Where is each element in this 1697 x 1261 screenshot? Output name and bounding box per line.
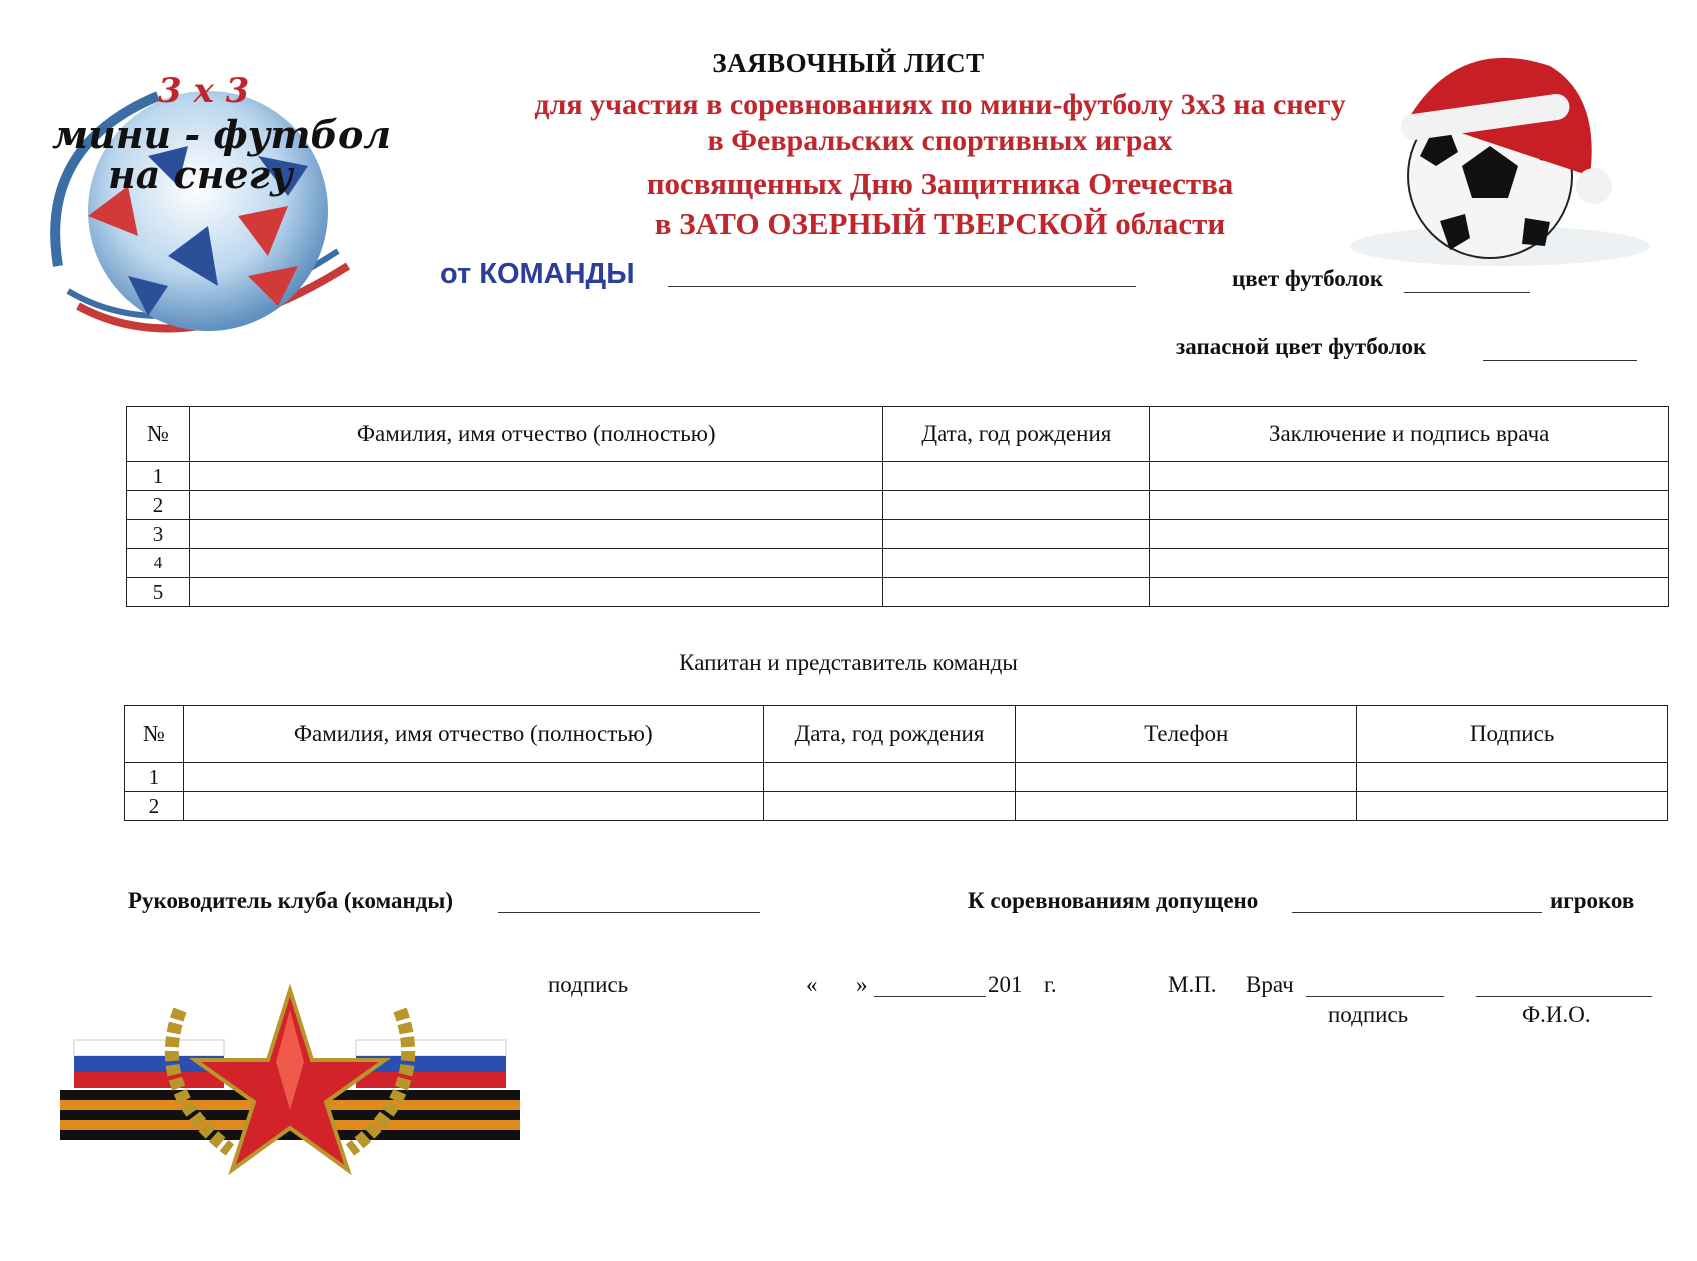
birth-date-cell[interactable] (883, 549, 1150, 578)
year-suffix: г. (1044, 972, 1057, 997)
doctor-cell[interactable] (1150, 549, 1669, 578)
doctor-cell[interactable] (1150, 520, 1669, 549)
table-row (127, 462, 1669, 491)
date-quote-close: » (856, 972, 868, 997)
table-row (125, 763, 1668, 792)
col-number: № (125, 706, 184, 763)
col-signature: Подпись (1357, 706, 1668, 763)
full-name-cell[interactable] (183, 763, 763, 792)
col-phone: Телефон (1016, 706, 1357, 763)
document-title: ЗАЯВОЧНЫЙ ЛИСТ (712, 48, 985, 78)
club-head-signature-field[interactable] (498, 912, 760, 913)
team-name-field[interactable] (668, 286, 1136, 287)
full-name-cell[interactable] (189, 491, 883, 520)
full-name-cell[interactable] (189, 549, 883, 578)
birth-date-cell[interactable] (883, 491, 1150, 520)
table-row (127, 578, 1669, 607)
shirt-color-label: цвет футболок (1232, 266, 1384, 291)
col-full-name: Фамилия, имя отчество (полностью) (189, 407, 883, 462)
row-number: 2 (125, 792, 184, 821)
full-name-cell[interactable] (189, 578, 883, 607)
doctor-label: Врач (1246, 972, 1294, 997)
signature-cell[interactable] (1357, 792, 1668, 821)
col-doctor-conclusion: Заключение и подпись врача (1150, 407, 1669, 462)
players-table-header (127, 407, 1669, 462)
spare-shirt-color-label: запасной цвет футболок (1176, 334, 1427, 359)
team-label: от КОМАНДЫ (440, 258, 635, 290)
spare-shirt-color-field[interactable] (1483, 360, 1637, 361)
date-quote-open: « (806, 972, 818, 997)
birth-date-cell[interactable] (883, 520, 1150, 549)
header-line-2: в Февральских спортивных играх (707, 124, 1173, 157)
full-name-cell[interactable] (189, 462, 883, 491)
birth-date-cell[interactable] (883, 462, 1150, 491)
phone-cell[interactable] (1016, 792, 1357, 821)
signature-caption: подпись (548, 972, 629, 997)
birth-date-cell[interactable] (763, 763, 1016, 792)
shirt-color-field[interactable] (1404, 292, 1530, 293)
header-line-3: посвященных Дню Защитника Отечества (646, 166, 1234, 201)
admitted-count-field[interactable] (1292, 912, 1542, 913)
row-number: 1 (127, 462, 190, 491)
signature-cell[interactable] (1357, 763, 1668, 792)
col-full-name: Фамилия, имя отчество (полностью) (183, 706, 763, 763)
patriotic-star-emblem (60, 970, 520, 1190)
logo-line3: на снегу (108, 152, 293, 197)
captain-table-header (125, 706, 1668, 763)
table-row (127, 549, 1669, 578)
table-row (125, 792, 1668, 821)
logo-line2: мини - футбол (52, 112, 392, 157)
club-head-label: Руководитель клуба (команды) (128, 888, 454, 913)
year-text: 201 (988, 972, 1023, 997)
header-line-1: для участия в соревнованиях по мини-футболу 3х3 на снегу (534, 88, 1346, 121)
row-number: 3 (127, 520, 190, 549)
birth-date-cell[interactable] (883, 578, 1150, 607)
col-birth-date: Дата, год рождения (763, 706, 1016, 763)
col-birth-date: Дата, год рождения (883, 407, 1150, 462)
table-row (127, 491, 1669, 520)
doctor-cell[interactable] (1150, 578, 1669, 607)
players-table (126, 406, 1669, 607)
doctor-name-field[interactable] (1476, 996, 1652, 997)
players-suffix: игроков (1550, 888, 1635, 913)
col-number: № (127, 407, 190, 462)
doctor-cell[interactable] (1150, 462, 1669, 491)
row-number: 2 (127, 491, 190, 520)
captain-section-title: Капитан и представитель команды (679, 650, 1018, 675)
date-month-field[interactable] (874, 996, 986, 997)
logo-line1: 3 x 3 (158, 71, 250, 111)
stamp-place-label: М.П. (1168, 972, 1217, 997)
row-number: 1 (125, 763, 184, 792)
doctor-signature-caption: подпись (1328, 1002, 1409, 1027)
captain-table (124, 705, 1668, 821)
header-line-4: в ЗАТО ОЗЕРНЫЙ ТВЕРСКОЙ области (654, 206, 1226, 241)
full-name-cell[interactable] (183, 792, 763, 821)
phone-cell[interactable] (1016, 763, 1357, 792)
doctor-cell[interactable] (1150, 491, 1669, 520)
row-number: 5 (127, 578, 190, 607)
table-row (127, 520, 1669, 549)
mini-football-logo (18, 66, 398, 346)
doctor-fio-caption: Ф.И.О. (1522, 1002, 1591, 1027)
admitted-label: К соревнованиям допущено (968, 888, 1259, 913)
birth-date-cell[interactable] (763, 792, 1016, 821)
doctor-signature-field[interactable] (1306, 996, 1444, 997)
row-number: 4 (127, 549, 190, 578)
full-name-cell[interactable] (189, 520, 883, 549)
